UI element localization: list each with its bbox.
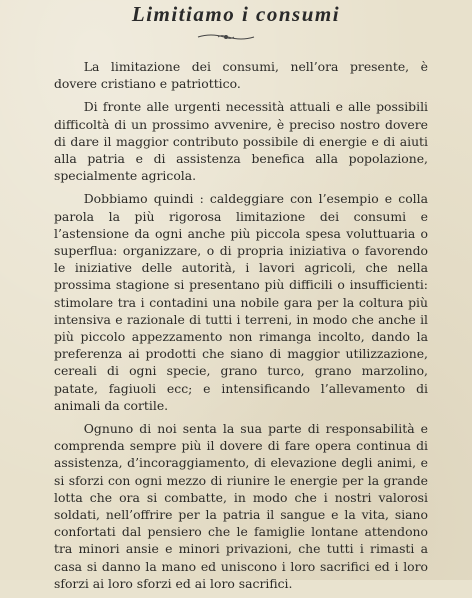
paragraph-1: La limitazione dei consumi, nell’ora presente, è dovere cristiano e patriottico. [54, 59, 428, 92]
paragraph-3: Dobbiamo quindi : caldeggiare con l’esempio e colla parola la più rigorosa limitazione dei consumi e l’astensione da ogni anche più piccola spesa voluttuaria o superflua: organizzare, o di propria iniziativa o favorendo le iniziative delle autorità, i lavori agricoli, che nella prossima stagione si presentano più difficili o insufficienti: stimolare tra i contadini una nobile gara per la coltura più intensiva e razionale di tutti i terreni, in modo che anche il più piccolo appezzamento non rimanga incolto, dando la preferenza ai prodotti che siano di maggior utilizzazione, cereali di ogni specie, grano turco, grano marzolino, patate, fagiuoli ecc; e intensificando l’allevamento di animali da cortile. [54, 191, 428, 413]
title-ornament-icon [196, 32, 256, 42]
paragraph-4: Ognuno di noi senta la sua parte di responsabilità e comprenda sempre più il dovere di fare opera continua di assistenza, d’incoraggiamento, di elevazione degli animi, e si sforzi con ogni mezzo di riunire le energie per la grande lotta che ora si combatte, in modo che i nostri valorosi soldati, nell’offrire per la patria il sangue e la vita, siano confortati dal pensiero che le famiglie lontane attendono tra minori ansie e minori privazioni, che tutti i rimasti a casa si danno la mano ed uniscono i loro sacrifici ed i loro sforzi ai loro sforzi ed ai loro sacrifici. [54, 421, 428, 591]
article-body [54, 58, 428, 598]
page-title: Limitiamo i consumi [131, 2, 341, 26]
paragraph-2: Di fronte alle urgenti necessità attuali e alle possibili difficoltà di un prossimo avvenire, è preciso nostro dovere di dare il maggior contributo possibile di energie e di aiuti alla patria e di assistenza benefica alla popolazione, specialmente agricola. [54, 99, 428, 184]
